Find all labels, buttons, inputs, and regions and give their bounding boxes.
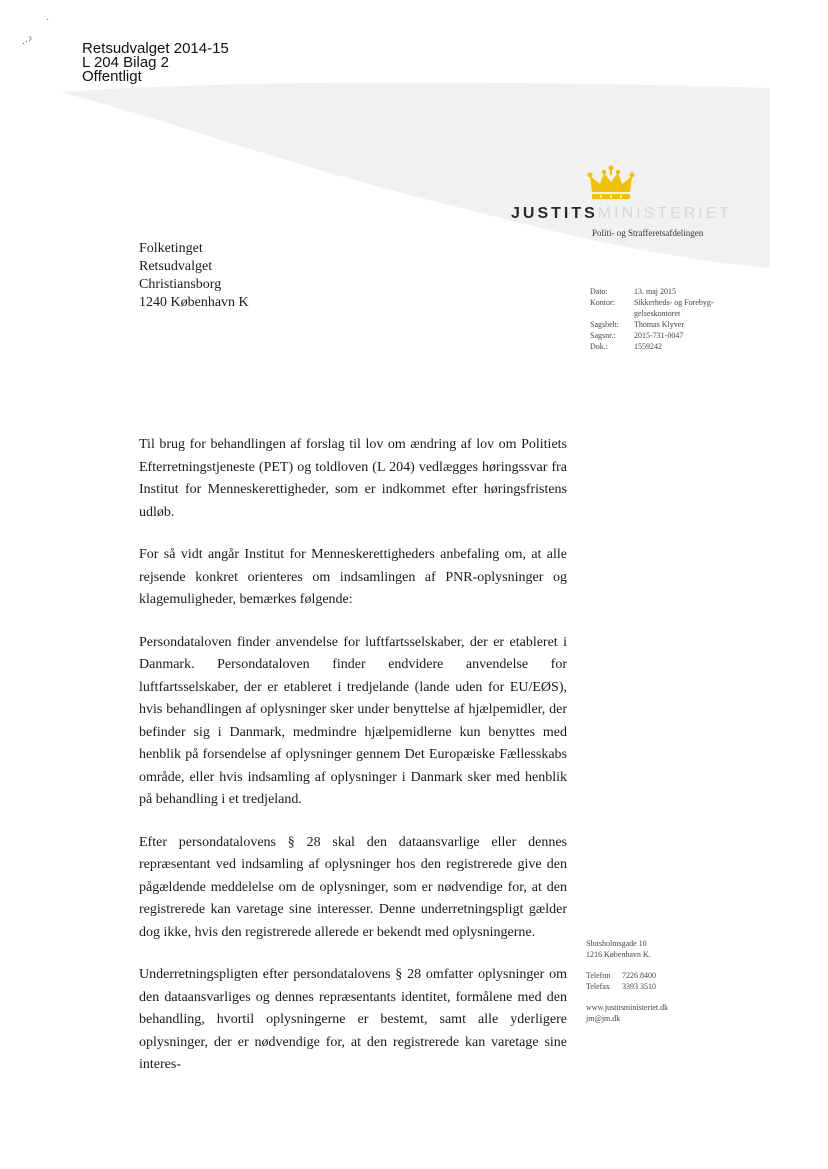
phone-label: Telefon	[586, 971, 611, 980]
meta-row	[590, 330, 774, 341]
meta-label: Sagsnr.:	[590, 331, 616, 340]
phone-number: 7226 8400	[622, 971, 656, 980]
meta-value: 2015-731-0047	[634, 331, 684, 340]
website-link[interactable]: www.justitsministeriet.dk	[586, 1003, 669, 1012]
fax-label: Telefax	[586, 982, 610, 991]
meta-row	[590, 297, 774, 308]
recipient-line: Folketinget	[139, 241, 203, 256]
meta-row	[590, 308, 774, 319]
crown-icon	[586, 164, 636, 204]
ministry-wordmark-dark: JUSTITS	[511, 205, 598, 222]
stamp-line-bill: L 204 Bilag 2	[82, 54, 170, 71]
email-link[interactable]: jm@jm.dk	[586, 1014, 621, 1023]
meta-row	[590, 319, 774, 330]
recipient-line: 1240 København K	[139, 295, 249, 310]
footer-fax-row	[586, 981, 668, 992]
letter-body	[139, 434, 567, 1097]
footer-street: Slotsholmsgade 10	[586, 939, 647, 948]
meta-value: Thomas Klyver	[634, 320, 684, 329]
body-paragraph: Efter persondatalovens § 28 skal den dataansvarlige eller dennes repræsentant ved indsamling af oplysninger hos den registrerede give den pågældende meddelelse om de oplysninger, som er nødvendige for, at den registrerede kan varetage sine interesser. Denne underretningspligt gælder dog ikke, hvis den registrerede allerede er bekendt med oplysningerne.	[139, 834, 567, 940]
body-paragraph: Underretningspligten efter persondatalovens § 28 omfatter oplysninger om den dataansvarliges og dennes repræsentants identitet, formålene med den behandling, hvortil oplysningerne er bestemt, samt alle yderligere oplysninger, der er nødvendige for, at den registrerede kan varetage sine interes-	[139, 967, 567, 1072]
recipient-address	[139, 240, 249, 312]
footer-phone-row	[586, 970, 668, 981]
meta-label: Kontor:	[590, 298, 615, 307]
department-name: Politi- og Strafferetsafdelingen	[592, 228, 704, 238]
recipient-line: Christiansborg	[139, 277, 222, 292]
meta-label	[590, 308, 634, 319]
meta-value: 1559242	[634, 342, 662, 351]
body-paragraph: Til brug for behandlingen af forslag til lov om ændring af lov om Politiets Efterretningstjeneste (PET) og toldloven (L 204) vedlægges høringssvar fra Institut for Menneskerettigheder, som er indkommet efter høringsfristens udløb.	[139, 437, 567, 520]
meta-value: gelseskontoret	[634, 309, 681, 318]
recipient-line: Retsudvalget	[139, 259, 213, 274]
ministry-contact	[586, 938, 668, 1024]
meta-row	[590, 341, 774, 352]
meta-row	[590, 286, 774, 297]
document-metadata	[590, 286, 774, 352]
meta-label: Sagsbeh:	[590, 320, 619, 329]
meta-label: Dato:	[590, 287, 608, 296]
footer-city: 1216 København K.	[586, 950, 651, 959]
body-paragraph: Persondataloven finder anvendelse for luftfartsselskaber, der er etableret i Danmark. Persondataloven finder endvidere anvendelse for luftfartsselskaber, der er etableret i tredjelande (lande uden for EU/EØS), hvis behandlingen af oplysninger sker under benyttelse af hjælpemidler, der befinder sig i Danmark, medmindre hjælpemidlerne kun benyttes med henblik på forsendelse af oplysninger gennem Det Europæiske Fællesskabs område, eller hvis indsamling af oplysninger i Danmark sker med henblik på behandling i et tredjeland.	[139, 634, 567, 807]
ministry-wordmark-light: MINISTERIET	[597, 205, 733, 222]
meta-value: 13. maj 2015	[634, 287, 676, 296]
ministry-wordmark	[511, 205, 732, 223]
scan-speck: ·	[46, 14, 50, 25]
archive-stamp	[82, 42, 229, 84]
fax-number: 3393 3510	[622, 982, 656, 991]
meta-value: Sikkerheds- og Forebyg-	[634, 298, 714, 307]
stamp-line-committee: Retsudvalget 2014-15	[82, 40, 229, 57]
meta-label: Dok.:	[590, 342, 608, 351]
scan-speck: .·ˀ	[22, 36, 32, 47]
body-paragraph: For så vidt angår Institut for Menneskerettigheders anbefaling om, at alle rejsende konkret orienteres om indsamlingen af PNR-oplysninger og klagemuligheder, bemærkes følgende:	[139, 547, 567, 607]
stamp-line-status: Offentligt	[82, 68, 142, 85]
